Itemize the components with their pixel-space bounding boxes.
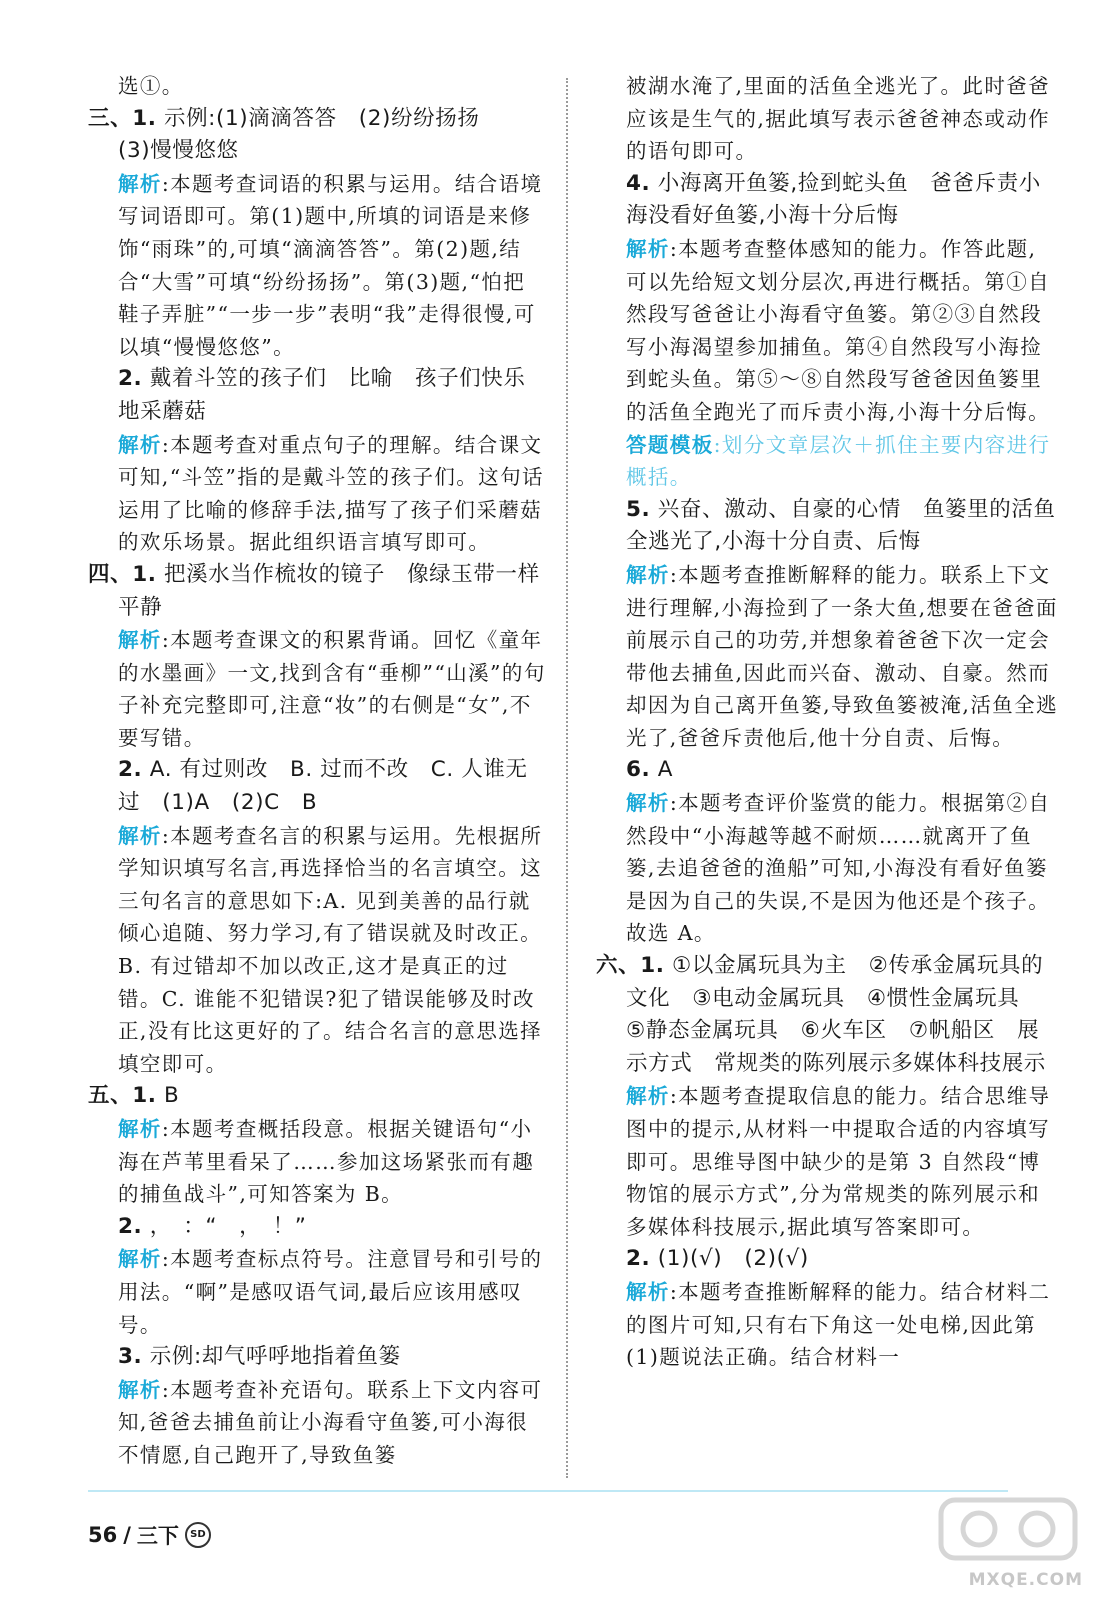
analysis-text: :本题考查整体感知的能力。作答此题,可以先给短文划分层次,再进行概括。第①自然段写爸爸让小海看守鱼篓。第②③自然段写小海渴望参加捕鱼。第④自然段写小海捡到蛇头鱼。第⑤～⑧自然段写爸爸因鱼篓里的活鱼全跑光了而斥责小海,小海十分后悔。 [626, 236, 1051, 424]
analysis-block [88, 168, 546, 364]
analysis-label: 解析 [118, 432, 162, 457]
analysis-text: :本题考查课文的积累背诵。回忆《童年的水墨画》一文,找到含有“垂柳”“山溪”的句子补充完整即可,注意“妆”的右侧是“女”,不要写错。 [118, 628, 546, 750]
answer-text: B [156, 1083, 180, 1109]
question-answer [88, 1211, 546, 1244]
page-number: 56 [88, 1523, 118, 1547]
analysis-text: :本题考查提取信息的能力。结合思维导图中的提示,从材料一中提取合适的内容填写即可。思维导图中缺少的是第 3 自然段“博物馆的展示方式”,分为常规类的陈列展示和多媒体科技展示,据此填写答案即可。 [626, 1084, 1051, 1239]
analysis-block [596, 787, 1058, 950]
footer-separator: / [123, 1523, 131, 1547]
answer-line [88, 135, 546, 168]
paragraph-text: 选①。 [118, 74, 184, 98]
analysis-block [88, 1243, 546, 1341]
analysis-label: 解析 [626, 1084, 670, 1109]
analysis-text: :本题考查词语的积累与运用。结合语境写词语即可。第(1)题中,所填的词语是来修饰“雨珠”的,可填“滴滴答答”。第(2)题,结合“大雪”可填“纷纷扬扬”。第(3)题,“怕把鞋子弄脏”“一步一步”表明“我”走得很慢,可以填“慢慢悠悠”。 [118, 171, 543, 359]
analysis-text: :本题考查评价鉴赏的能力。根据第②自然段中“小海越等越不耐烦……就离开了鱼篓,去追爸爸的渔船”可知,小海没有看好鱼篓是因为自己的失误,不是因为他还是个孩子。故选 A。 [626, 791, 1051, 946]
answer-text: A. 有过则改 B. 过而不改 C. 人谁无过 (1)A (2)C B [118, 757, 528, 816]
analysis-text: :本题考查标点符号。注意冒号和引号的用法。“啊”是感叹语气词,最后应该用感叹号。 [118, 1247, 543, 1337]
section-answer [88, 103, 546, 136]
answer-text: (1)(√) (2)(√) [650, 1246, 809, 1272]
analysis-block [88, 1113, 546, 1211]
question-answer [88, 754, 546, 819]
analysis-text: :本题考查补充语句。联系上下文内容可知,爸爸去捕鱼前让小海看守鱼篓,可小海很不情愿,自己跑开了,导致鱼篓 [118, 1377, 543, 1467]
analysis-label: 解析 [118, 1247, 162, 1272]
question-number: 1. [132, 561, 157, 587]
question-number: 4. [626, 170, 651, 196]
analysis-text: :本题考查推断解释的能力。结合材料二的图片可知,只有右下角这一处电梯,因此第(1)题说法正确。结合材料一 [626, 1279, 1051, 1370]
right-column [596, 70, 1058, 1374]
question-number: 2. [118, 366, 143, 392]
text-paragraph [596, 70, 1058, 168]
question-answer [596, 754, 1058, 787]
text-paragraph [88, 70, 546, 103]
question-number: 6. [626, 757, 651, 783]
question-number: 1. [132, 105, 157, 131]
column-divider [566, 78, 568, 1478]
section-answer [88, 559, 546, 624]
answer-text: (3)慢慢悠悠 [118, 138, 239, 164]
answer-text: ①以金属玩具为主 ②传承金属玩具的文化 ③电动金属玩具 ④惯性金属玩具 ⑤静态金属玩具 ⑥火车区 ⑦帆船区 展示方式 常规类的陈列展示多媒体科技展示 [626, 953, 1046, 1076]
analysis-block [596, 1080, 1058, 1243]
analysis-block [596, 233, 1058, 429]
template-label: 答题模板 [626, 432, 714, 457]
analysis-label: 解析 [118, 171, 162, 196]
analysis-label: 解析 [626, 791, 670, 816]
question-number: 1. [640, 953, 665, 979]
question-answer [596, 168, 1058, 233]
section-number: 五、 [88, 1083, 133, 1109]
question-number: 2. [626, 1246, 651, 1272]
answer-text: A [650, 757, 674, 783]
analysis-label: 解析 [118, 628, 162, 653]
section-answer [596, 950, 1058, 1080]
edition-badge: SD [185, 1522, 211, 1548]
left-column [88, 70, 546, 1472]
question-answer [88, 363, 546, 428]
analysis-label: 解析 [626, 562, 670, 587]
answer-template [596, 429, 1058, 494]
watermark [933, 1492, 1083, 1596]
answer-text: 示例:(1)滴滴答答 (2)纷纷扬扬 [156, 105, 480, 131]
analysis-block [596, 1276, 1058, 1374]
question-number: 5. [626, 496, 651, 522]
question-answer [88, 1341, 546, 1374]
analysis-label: 解析 [118, 1117, 162, 1141]
analysis-text: :本题考查概括段意。根据关键语句“小海在芦苇里看呆了……参加这场紧张而有趣的捕鱼战斗”,可知答案为 B。 [118, 1117, 535, 1207]
analysis-block [88, 624, 546, 754]
analysis-block [88, 429, 546, 559]
answer-text: 兴奋、激动、自豪的心情 鱼篓里的活鱼全逃光了,小海十分自责、后悔 [626, 496, 1056, 555]
footer-rule [88, 1490, 1008, 1492]
question-answer [596, 494, 1058, 559]
watermark-text: MXQE.COM [968, 1570, 1083, 1590]
analysis-text: :本题考查推断解释的能力。联系上下文进行理解,小海捡到了一条大鱼,想要在爸爸面前展示自己的功劳,并想象着爸爸下次一定会带他去捕鱼,因此而兴奋、激动、自豪。然而却因为自己离开鱼篓,导致鱼篓被淹,活鱼全逃光了,爸爸斥责他后,他十分自责、后悔。 [626, 562, 1058, 750]
section-number: 六、 [596, 953, 641, 979]
paragraph-text: 被湖水淹了,里面的活鱼全逃光了。此时爸爸应该是生气的,据此填写表示爸爸神态或动作的语句即可。 [626, 74, 1051, 164]
analysis-block [88, 1374, 546, 1472]
analysis-block [596, 559, 1058, 755]
answer-text: 示例:却气呼呼地指着鱼篓 [142, 1344, 401, 1370]
analysis-text: :本题考查名言的积累与运用。先根据所学知识填写名言,再选择恰当的名言填空。这三句名言的意思如下:A. 见到美善的品行就倾心追随、努力学习,有了错误就及时改正。B. 有过错却不加以改正,这才是真正的过错。C. 谁能不犯错误?犯了错误能够及时改正,没有比这更好的了。结合名言的意思选择填空即可。 [118, 823, 543, 1076]
analysis-label: 解析 [626, 236, 670, 261]
answer-text: ， ：“ ， ！” [142, 1213, 307, 1239]
analysis-label: 解析 [626, 1279, 670, 1304]
question-number: 2. [118, 757, 143, 783]
grade-label: 三下 [136, 1524, 179, 1548]
section-answer [88, 1080, 546, 1113]
question-number: 3. [118, 1344, 143, 1370]
analysis-block [88, 820, 546, 1081]
answer-text: 戴着斗笠的孩子们 比喻 孩子们快乐地采蘑菇 [118, 366, 526, 424]
page-footer [88, 1520, 211, 1550]
analysis-label: 解析 [118, 823, 162, 848]
section-number: 四、 [88, 561, 133, 587]
question-number: 1. [132, 1083, 157, 1109]
question-answer [596, 1243, 1058, 1276]
analysis-label: 解析 [118, 1377, 162, 1402]
answer-text: 小海离开鱼篓,捡到蛇头鱼 爸爸斥责小海没看好鱼篓,小海十分后悔 [626, 170, 1041, 229]
template-text: :划分文章层次＋抓住主要内容进行概括。 [626, 432, 1051, 490]
question-number: 2. [118, 1213, 143, 1239]
watermark-logo-icon [933, 1492, 1083, 1572]
answer-text: 把溪水当作梳妆的镜子 像绿玉带一样平静 [118, 561, 540, 620]
section-number: 三、 [88, 105, 133, 131]
analysis-text: :本题考查对重点句子的理解。结合课文可知,“斗笠”指的是戴斗笠的孩子们。这句话运用了比喻的修辞手法,描写了孩子们采蘑菇的欢乐场景。据此组织语言填写即可。 [118, 432, 544, 555]
